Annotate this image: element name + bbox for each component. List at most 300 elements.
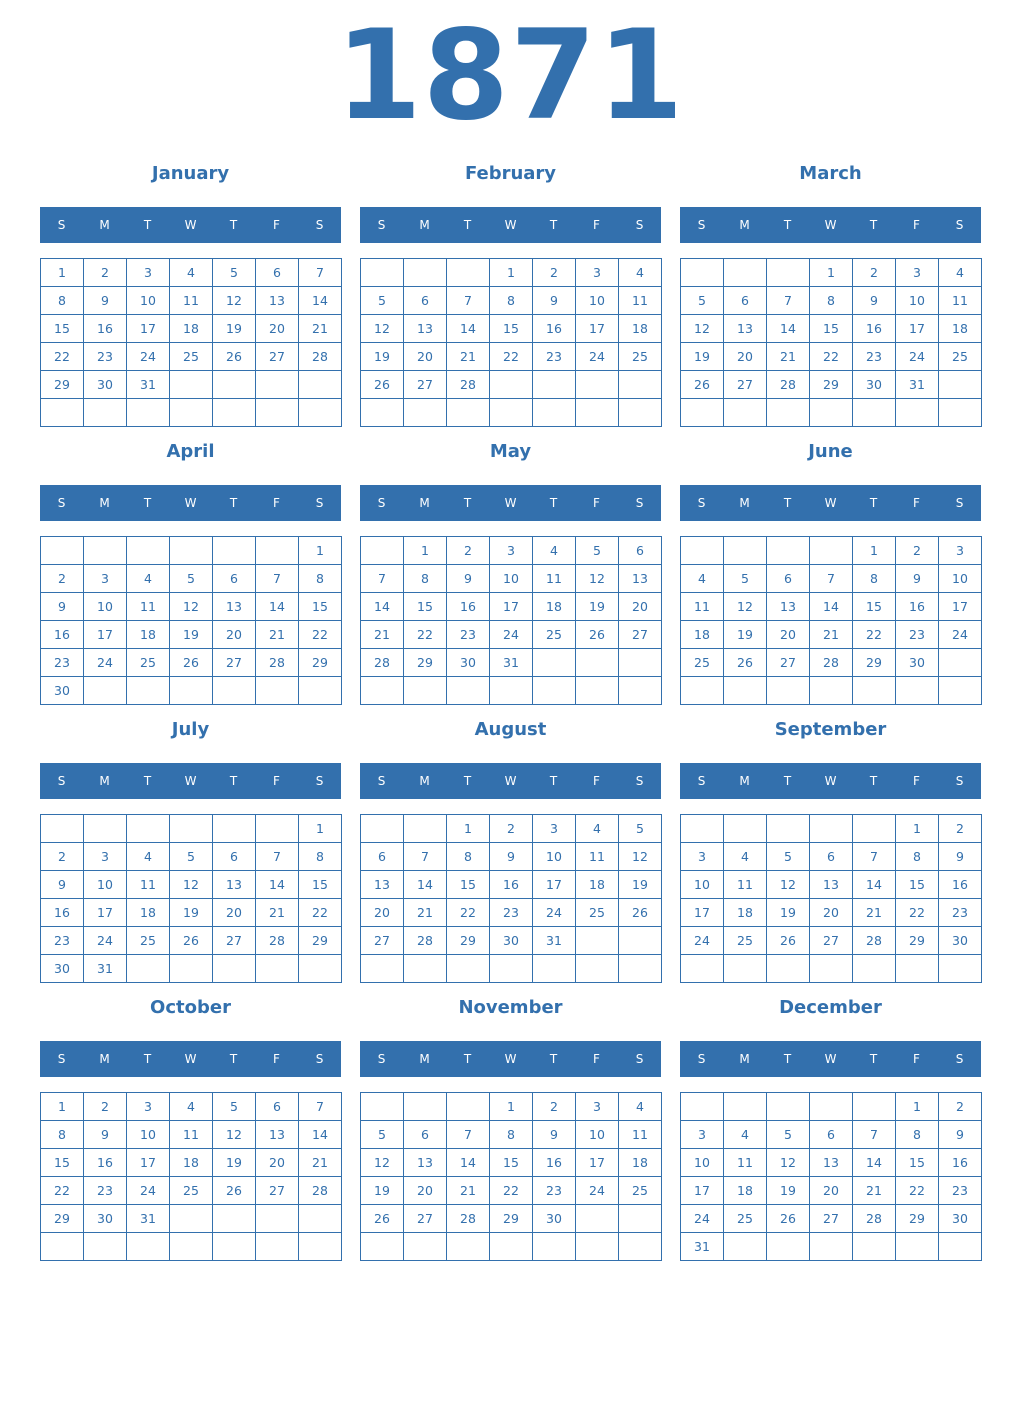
weekday-label: S bbox=[315, 218, 324, 232]
month-name: June bbox=[808, 441, 853, 462]
day-cell: 6 bbox=[810, 843, 853, 871]
day-cell: 8 bbox=[490, 287, 533, 315]
empty-day-cell bbox=[170, 371, 213, 399]
weekday-label: T bbox=[869, 496, 878, 510]
day-cell: 24 bbox=[490, 621, 533, 649]
day-cell: 15 bbox=[810, 315, 853, 343]
day-cell: 14 bbox=[810, 593, 853, 621]
empty-day-cell bbox=[619, 399, 662, 427]
day-cell: 9 bbox=[41, 871, 84, 899]
day-cell: 10 bbox=[939, 565, 982, 593]
day-cell: 9 bbox=[84, 287, 127, 315]
day-cell: 19 bbox=[213, 315, 256, 343]
day-cell: 26 bbox=[361, 1205, 404, 1233]
weekday-label: S bbox=[57, 496, 66, 510]
empty-day-cell bbox=[41, 1233, 84, 1261]
empty-day-cell bbox=[361, 955, 404, 983]
day-grid bbox=[680, 1092, 982, 1261]
day-cell: 16 bbox=[533, 315, 576, 343]
day-cell: 27 bbox=[256, 343, 299, 371]
day-grid bbox=[360, 258, 662, 427]
empty-day-cell bbox=[810, 537, 853, 565]
weekday-label: M bbox=[739, 496, 750, 510]
day-cell: 10 bbox=[84, 593, 127, 621]
day-cell: 22 bbox=[41, 343, 84, 371]
day-cell: 8 bbox=[41, 287, 84, 315]
day-cell: 8 bbox=[41, 1121, 84, 1149]
day-cell: 20 bbox=[256, 1149, 299, 1177]
day-cell: 26 bbox=[767, 927, 810, 955]
day-cell: 8 bbox=[490, 1121, 533, 1149]
empty-day-cell bbox=[299, 677, 342, 705]
empty-day-cell bbox=[170, 1205, 213, 1233]
empty-day-cell bbox=[256, 537, 299, 565]
day-cell: 14 bbox=[256, 871, 299, 899]
day-cell: 13 bbox=[810, 1149, 853, 1177]
weekday-label: T bbox=[229, 218, 238, 232]
weekday-label: T bbox=[549, 1052, 558, 1066]
day-cell: 9 bbox=[853, 287, 896, 315]
day-cell: 13 bbox=[767, 593, 810, 621]
weekday-label: W bbox=[824, 218, 837, 232]
weekday-label: F bbox=[273, 218, 280, 232]
day-cell: 17 bbox=[84, 621, 127, 649]
month-name: January bbox=[151, 163, 230, 184]
empty-day-cell bbox=[213, 371, 256, 399]
empty-day-cell bbox=[361, 537, 404, 565]
day-cell: 4 bbox=[170, 1093, 213, 1121]
day-cell: 18 bbox=[170, 315, 213, 343]
day-cell: 22 bbox=[896, 1177, 939, 1205]
day-cell: 19 bbox=[681, 343, 724, 371]
day-cell: 16 bbox=[84, 315, 127, 343]
empty-day-cell bbox=[853, 1093, 896, 1121]
day-cell: 14 bbox=[361, 593, 404, 621]
day-cell: 20 bbox=[213, 899, 256, 927]
day-cell: 28 bbox=[404, 927, 447, 955]
day-cell: 11 bbox=[939, 287, 982, 315]
weekday-label: M bbox=[99, 774, 110, 788]
weekday-header bbox=[40, 207, 341, 243]
day-cell: 23 bbox=[939, 899, 982, 927]
day-cell: 31 bbox=[84, 955, 127, 983]
day-cell: 2 bbox=[939, 815, 982, 843]
day-cell: 24 bbox=[681, 1205, 724, 1233]
day-cell: 13 bbox=[404, 1149, 447, 1177]
day-cell: 22 bbox=[896, 899, 939, 927]
day-cell: 3 bbox=[84, 843, 127, 871]
day-cell: 28 bbox=[299, 343, 342, 371]
empty-day-cell bbox=[767, 677, 810, 705]
day-cell: 18 bbox=[127, 899, 170, 927]
day-cell: 11 bbox=[170, 1121, 213, 1149]
day-cell: 3 bbox=[576, 1093, 619, 1121]
day-cell: 16 bbox=[896, 593, 939, 621]
day-cell: 2 bbox=[41, 843, 84, 871]
empty-day-cell bbox=[576, 371, 619, 399]
empty-day-cell bbox=[576, 1233, 619, 1261]
empty-day-cell bbox=[490, 677, 533, 705]
day-cell: 27 bbox=[361, 927, 404, 955]
empty-day-cell bbox=[681, 1093, 724, 1121]
day-cell: 23 bbox=[41, 649, 84, 677]
empty-day-cell bbox=[127, 537, 170, 565]
day-cell: 19 bbox=[619, 871, 662, 899]
day-cell: 18 bbox=[619, 1149, 662, 1177]
day-cell: 21 bbox=[299, 1149, 342, 1177]
empty-day-cell bbox=[127, 955, 170, 983]
empty-day-cell bbox=[404, 259, 447, 287]
day-cell: 5 bbox=[576, 537, 619, 565]
day-cell: 4 bbox=[127, 843, 170, 871]
day-cell: 14 bbox=[299, 287, 342, 315]
empty-day-cell bbox=[681, 537, 724, 565]
month-name: May bbox=[489, 441, 532, 462]
weekday-label: S bbox=[377, 496, 386, 510]
empty-day-cell bbox=[533, 649, 576, 677]
weekday-label: S bbox=[697, 496, 706, 510]
day-cell: 8 bbox=[404, 565, 447, 593]
empty-day-cell bbox=[724, 677, 767, 705]
empty-day-cell bbox=[896, 399, 939, 427]
day-cell: 18 bbox=[127, 621, 170, 649]
empty-day-cell bbox=[213, 955, 256, 983]
empty-day-cell bbox=[447, 677, 490, 705]
weekday-label: F bbox=[593, 496, 600, 510]
weekday-label: T bbox=[549, 496, 558, 510]
empty-day-cell bbox=[213, 1205, 256, 1233]
day-cell: 29 bbox=[299, 649, 342, 677]
empty-day-cell bbox=[299, 955, 342, 983]
day-cell: 12 bbox=[170, 871, 213, 899]
day-cell: 5 bbox=[170, 843, 213, 871]
weekday-label: F bbox=[593, 1052, 600, 1066]
day-cell: 7 bbox=[256, 843, 299, 871]
empty-day-cell bbox=[447, 259, 490, 287]
day-cell: 10 bbox=[576, 1121, 619, 1149]
empty-day-cell bbox=[170, 537, 213, 565]
day-cell: 14 bbox=[299, 1121, 342, 1149]
day-cell: 3 bbox=[681, 843, 724, 871]
day-cell: 20 bbox=[256, 315, 299, 343]
empty-day-cell bbox=[41, 399, 84, 427]
empty-day-cell bbox=[213, 677, 256, 705]
empty-day-cell bbox=[490, 955, 533, 983]
day-cell: 4 bbox=[939, 259, 982, 287]
day-cell: 19 bbox=[170, 899, 213, 927]
empty-day-cell bbox=[447, 399, 490, 427]
weekday-label: F bbox=[273, 496, 280, 510]
day-cell: 25 bbox=[619, 1177, 662, 1205]
day-cell: 28 bbox=[447, 1205, 490, 1233]
day-cell: 16 bbox=[939, 871, 982, 899]
weekday-label: M bbox=[739, 1052, 750, 1066]
empty-day-cell bbox=[681, 259, 724, 287]
day-cell: 1 bbox=[896, 1093, 939, 1121]
day-cell: 11 bbox=[170, 287, 213, 315]
day-cell: 29 bbox=[896, 1205, 939, 1233]
day-cell: 12 bbox=[576, 565, 619, 593]
empty-day-cell bbox=[724, 399, 767, 427]
day-cell: 17 bbox=[681, 899, 724, 927]
day-cell: 14 bbox=[447, 315, 490, 343]
weekday-label: S bbox=[955, 774, 964, 788]
day-cell: 6 bbox=[213, 843, 256, 871]
day-cell: 20 bbox=[724, 343, 767, 371]
weekday-label: S bbox=[57, 1052, 66, 1066]
day-cell: 22 bbox=[299, 899, 342, 927]
empty-day-cell bbox=[404, 1093, 447, 1121]
day-cell: 28 bbox=[256, 927, 299, 955]
day-cell: 30 bbox=[41, 955, 84, 983]
day-cell: 26 bbox=[170, 649, 213, 677]
weekday-label: M bbox=[419, 774, 430, 788]
day-cell: 13 bbox=[810, 871, 853, 899]
empty-day-cell bbox=[681, 955, 724, 983]
empty-day-cell bbox=[256, 955, 299, 983]
empty-day-cell bbox=[170, 955, 213, 983]
empty-day-cell bbox=[810, 955, 853, 983]
weekday-label: S bbox=[377, 218, 386, 232]
day-cell: 5 bbox=[361, 287, 404, 315]
day-cell: 14 bbox=[256, 593, 299, 621]
day-cell: 12 bbox=[213, 287, 256, 315]
empty-day-cell bbox=[84, 1233, 127, 1261]
month-name: July bbox=[171, 719, 210, 740]
empty-day-cell bbox=[576, 399, 619, 427]
year-title: 1871 bbox=[335, 4, 685, 148]
day-cell: 14 bbox=[404, 871, 447, 899]
day-cell: 20 bbox=[404, 1177, 447, 1205]
weekday-label: W bbox=[184, 218, 197, 232]
day-cell: 24 bbox=[84, 927, 127, 955]
day-cell: 16 bbox=[533, 1149, 576, 1177]
day-cell: 26 bbox=[619, 899, 662, 927]
day-cell: 6 bbox=[404, 1121, 447, 1149]
weekday-label: T bbox=[869, 774, 878, 788]
empty-day-cell bbox=[896, 677, 939, 705]
day-cell: 1 bbox=[853, 537, 896, 565]
empty-day-cell bbox=[256, 677, 299, 705]
day-cell: 21 bbox=[810, 621, 853, 649]
empty-day-cell bbox=[533, 677, 576, 705]
day-cell: 9 bbox=[447, 565, 490, 593]
day-cell: 25 bbox=[533, 621, 576, 649]
empty-day-cell bbox=[576, 955, 619, 983]
day-cell: 13 bbox=[404, 315, 447, 343]
empty-day-cell bbox=[853, 399, 896, 427]
day-cell: 17 bbox=[84, 899, 127, 927]
day-cell: 22 bbox=[41, 1177, 84, 1205]
day-cell: 27 bbox=[213, 927, 256, 955]
day-cell: 22 bbox=[299, 621, 342, 649]
day-cell: 22 bbox=[853, 621, 896, 649]
day-cell: 14 bbox=[853, 1149, 896, 1177]
day-cell: 3 bbox=[490, 537, 533, 565]
day-cell: 24 bbox=[896, 343, 939, 371]
day-cell: 23 bbox=[490, 899, 533, 927]
day-cell: 10 bbox=[127, 287, 170, 315]
day-grid bbox=[680, 536, 982, 705]
day-cell: 4 bbox=[576, 815, 619, 843]
weekday-label: W bbox=[504, 1052, 517, 1066]
day-cell: 31 bbox=[127, 1205, 170, 1233]
day-cell: 5 bbox=[619, 815, 662, 843]
empty-day-cell bbox=[939, 399, 982, 427]
day-cell: 13 bbox=[213, 593, 256, 621]
day-cell: 8 bbox=[896, 843, 939, 871]
day-cell: 26 bbox=[170, 927, 213, 955]
weekday-header bbox=[40, 485, 341, 521]
empty-day-cell bbox=[299, 371, 342, 399]
day-grid bbox=[360, 1092, 662, 1261]
day-cell: 12 bbox=[213, 1121, 256, 1149]
day-cell: 22 bbox=[404, 621, 447, 649]
empty-day-cell bbox=[447, 1233, 490, 1261]
day-cell: 23 bbox=[84, 1177, 127, 1205]
day-cell: 6 bbox=[256, 259, 299, 287]
weekday-label: T bbox=[463, 218, 472, 232]
day-cell: 4 bbox=[533, 537, 576, 565]
day-cell: 10 bbox=[490, 565, 533, 593]
empty-day-cell bbox=[256, 399, 299, 427]
day-cell: 11 bbox=[127, 871, 170, 899]
empty-day-cell bbox=[724, 1093, 767, 1121]
weekday-label: T bbox=[783, 774, 792, 788]
day-cell: 5 bbox=[213, 259, 256, 287]
weekday-label: M bbox=[419, 218, 430, 232]
weekday-label: S bbox=[955, 1052, 964, 1066]
day-cell: 8 bbox=[299, 565, 342, 593]
day-cell: 27 bbox=[256, 1177, 299, 1205]
day-cell: 3 bbox=[533, 815, 576, 843]
day-cell: 22 bbox=[490, 343, 533, 371]
day-cell: 13 bbox=[724, 315, 767, 343]
day-cell: 21 bbox=[853, 899, 896, 927]
day-cell: 5 bbox=[767, 1121, 810, 1149]
weekday-label: M bbox=[99, 496, 110, 510]
day-cell: 28 bbox=[853, 1205, 896, 1233]
empty-day-cell bbox=[619, 927, 662, 955]
day-cell: 7 bbox=[853, 1121, 896, 1149]
day-cell: 30 bbox=[447, 649, 490, 677]
day-cell: 16 bbox=[853, 315, 896, 343]
empty-day-cell bbox=[170, 399, 213, 427]
empty-day-cell bbox=[256, 1205, 299, 1233]
empty-day-cell bbox=[404, 815, 447, 843]
day-cell: 3 bbox=[576, 259, 619, 287]
day-cell: 26 bbox=[576, 621, 619, 649]
empty-day-cell bbox=[724, 537, 767, 565]
empty-day-cell bbox=[619, 955, 662, 983]
empty-day-cell bbox=[853, 1233, 896, 1261]
day-cell: 11 bbox=[619, 287, 662, 315]
empty-day-cell bbox=[681, 815, 724, 843]
day-cell: 27 bbox=[404, 371, 447, 399]
empty-day-cell bbox=[810, 399, 853, 427]
day-cell: 1 bbox=[41, 259, 84, 287]
empty-day-cell bbox=[939, 955, 982, 983]
weekday-header bbox=[680, 1041, 981, 1077]
day-cell: 6 bbox=[767, 565, 810, 593]
day-cell: 18 bbox=[724, 899, 767, 927]
empty-day-cell bbox=[533, 1233, 576, 1261]
day-cell: 19 bbox=[767, 1177, 810, 1205]
day-cell: 30 bbox=[490, 927, 533, 955]
day-cell: 12 bbox=[767, 1149, 810, 1177]
empty-day-cell bbox=[576, 677, 619, 705]
day-cell: 1 bbox=[896, 815, 939, 843]
empty-day-cell bbox=[576, 649, 619, 677]
day-cell: 25 bbox=[127, 649, 170, 677]
day-cell: 2 bbox=[447, 537, 490, 565]
day-cell: 15 bbox=[896, 1149, 939, 1177]
day-cell: 27 bbox=[404, 1205, 447, 1233]
day-cell: 21 bbox=[853, 1177, 896, 1205]
weekday-label: S bbox=[955, 218, 964, 232]
empty-day-cell bbox=[724, 1233, 767, 1261]
day-cell: 13 bbox=[256, 287, 299, 315]
empty-day-cell bbox=[853, 677, 896, 705]
empty-day-cell bbox=[404, 1233, 447, 1261]
empty-day-cell bbox=[170, 815, 213, 843]
day-cell: 7 bbox=[810, 565, 853, 593]
day-cell: 29 bbox=[810, 371, 853, 399]
day-cell: 16 bbox=[939, 1149, 982, 1177]
day-cell: 24 bbox=[127, 343, 170, 371]
empty-day-cell bbox=[84, 399, 127, 427]
day-cell: 3 bbox=[939, 537, 982, 565]
weekday-label: F bbox=[913, 774, 920, 788]
day-cell: 13 bbox=[256, 1121, 299, 1149]
weekday-label: F bbox=[593, 218, 600, 232]
day-cell: 24 bbox=[939, 621, 982, 649]
day-cell: 7 bbox=[447, 1121, 490, 1149]
empty-day-cell bbox=[576, 927, 619, 955]
weekday-label: S bbox=[315, 774, 324, 788]
day-cell: 5 bbox=[724, 565, 767, 593]
day-cell: 31 bbox=[681, 1233, 724, 1261]
empty-day-cell bbox=[810, 677, 853, 705]
day-cell: 4 bbox=[619, 259, 662, 287]
day-cell: 20 bbox=[767, 621, 810, 649]
month-name: September bbox=[774, 719, 887, 740]
day-cell: 14 bbox=[447, 1149, 490, 1177]
empty-day-cell bbox=[896, 955, 939, 983]
empty-day-cell bbox=[84, 537, 127, 565]
day-cell: 21 bbox=[256, 899, 299, 927]
day-cell: 2 bbox=[84, 1093, 127, 1121]
day-cell: 31 bbox=[533, 927, 576, 955]
weekday-label: S bbox=[955, 496, 964, 510]
empty-day-cell bbox=[490, 1233, 533, 1261]
empty-day-cell bbox=[256, 1233, 299, 1261]
day-cell: 27 bbox=[810, 1205, 853, 1233]
day-cell: 1 bbox=[41, 1093, 84, 1121]
day-cell: 18 bbox=[533, 593, 576, 621]
weekday-label: T bbox=[143, 774, 152, 788]
day-cell: 15 bbox=[896, 871, 939, 899]
day-cell: 20 bbox=[404, 343, 447, 371]
weekday-label: F bbox=[593, 774, 600, 788]
day-cell: 30 bbox=[84, 371, 127, 399]
day-cell: 11 bbox=[724, 1149, 767, 1177]
day-cell: 17 bbox=[576, 315, 619, 343]
weekday-label: T bbox=[869, 218, 878, 232]
day-cell: 22 bbox=[490, 1177, 533, 1205]
day-cell: 10 bbox=[533, 843, 576, 871]
day-cell: 4 bbox=[127, 565, 170, 593]
